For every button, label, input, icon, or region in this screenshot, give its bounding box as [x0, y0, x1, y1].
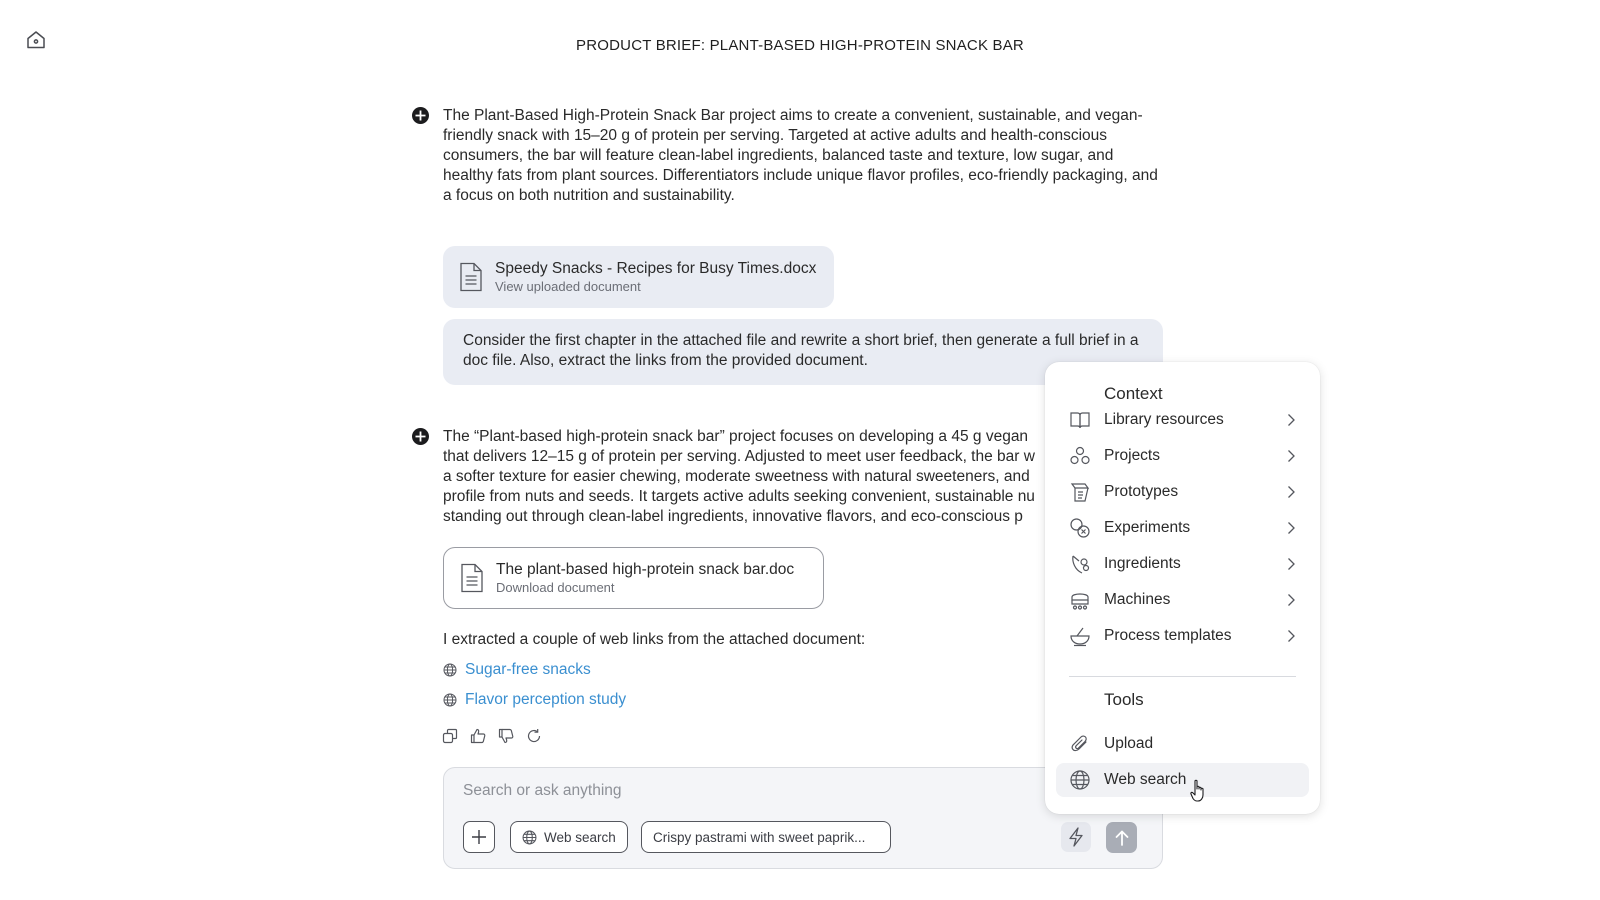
bowl-icon — [1069, 625, 1091, 647]
globe-icon — [522, 830, 537, 845]
menu-item-projects[interactable] — [1056, 439, 1309, 473]
recipe-chip-label: Crispy pastrami with sweet paprik... — [653, 829, 866, 845]
recipe-chip[interactable] — [641, 821, 891, 853]
document-icon — [459, 262, 483, 292]
context-menu — [1045, 362, 1320, 814]
globe-icon — [1069, 769, 1091, 791]
menu-divider — [1069, 676, 1296, 677]
globe-icon — [443, 693, 457, 707]
tools-heading: Tools — [1104, 690, 1144, 709]
chevron-right-icon — [1286, 449, 1296, 463]
lightning-icon — [1068, 827, 1084, 847]
menu-item-prototypes[interactable] — [1056, 475, 1309, 509]
chevron-right-icon — [1286, 557, 1296, 571]
download-document-card[interactable] — [443, 547, 824, 609]
web-search-chip-label: Web search — [544, 829, 616, 845]
quick-actions-button[interactable] — [1061, 822, 1091, 852]
globe-icon — [443, 663, 457, 677]
thumbs-down-icon[interactable] — [498, 728, 514, 744]
web-link[interactable] — [443, 691, 626, 709]
assistant-icon — [412, 107, 429, 124]
projects-icon — [1069, 445, 1091, 467]
menu-item-experiments[interactable] — [1056, 511, 1309, 545]
uploaded-document-title: Speedy Snacks - Recipes for Busy Times.docx — [495, 260, 817, 277]
assistant-message-2-line: profile from nuts and seeds. It targets active adults seeking convenient, sustainable nu — [443, 488, 1035, 505]
regenerate-icon[interactable] — [526, 728, 542, 744]
document-icon — [460, 563, 484, 593]
menu-item-machines[interactable] — [1056, 583, 1309, 617]
web-search-chip[interactable] — [510, 821, 628, 853]
plus-icon — [470, 828, 488, 846]
uploaded-document-subtitle: View uploaded document — [495, 279, 641, 294]
thumbs-up-icon[interactable] — [470, 728, 486, 744]
menu-item-label: Library resources — [1104, 411, 1224, 428]
context-heading: Context — [1104, 384, 1163, 403]
chevron-right-icon — [1286, 593, 1296, 607]
chevron-right-icon — [1286, 485, 1296, 499]
menu-item-ingredients[interactable] — [1056, 547, 1309, 581]
web-link[interactable] — [443, 661, 591, 679]
machine-icon — [1069, 589, 1091, 611]
menu-item-label: Experiments — [1104, 519, 1191, 536]
web-link-label[interactable]: Sugar-free snacks — [465, 661, 591, 678]
send-button[interactable] — [1106, 822, 1137, 853]
chevron-right-icon — [1286, 413, 1296, 427]
paperclip-icon — [1069, 733, 1091, 755]
user-message: Consider the first chapter in the attached file and rewrite a short brief, then generate a full brief in a doc file. Also, extract the links from the provided document. — [443, 319, 1163, 385]
arrow-up-icon — [1114, 829, 1130, 847]
assistant-message-2 — [443, 427, 1053, 527]
message-actions — [442, 728, 542, 744]
assistant-message-2-line: a softer texture for easier chewing, moderate sweetness with natural sweeteners, and — [443, 468, 1030, 485]
menu-item-label: Web search — [1104, 771, 1187, 788]
chevron-right-icon — [1286, 629, 1296, 643]
menu-item-web-search[interactable] — [1056, 763, 1309, 797]
assistant-message-2-line: standing out through clean-label ingredients, innovative flavors, and eco-conscious p — [443, 508, 1023, 525]
chevron-right-icon — [1286, 521, 1296, 535]
page-title: PRODUCT BRIEF: PLANT-BASED HIGH-PROTEIN SNACK BAR — [576, 37, 1024, 54]
uploaded-document-card[interactable] — [443, 246, 834, 308]
search-input[interactable] — [463, 782, 1003, 800]
assistant-message-2-line: that delivers 12–15 g of protein per serving. Adjusted to meet user feedback, the bar w — [443, 448, 1035, 465]
menu-item-library-resources[interactable] — [1056, 403, 1309, 437]
experiment-icon — [1069, 517, 1091, 539]
menu-item-label: Upload — [1104, 735, 1154, 752]
ingredients-icon — [1069, 553, 1091, 575]
web-link-label[interactable]: Flavor perception study — [465, 691, 627, 708]
menu-item-label: Prototypes — [1104, 483, 1179, 500]
menu-item-label: Projects — [1104, 447, 1160, 464]
download-document-title: The plant-based high-protein snack bar.doc — [496, 561, 795, 578]
menu-item-label: Machines — [1104, 591, 1171, 608]
menu-item-upload[interactable] — [1056, 727, 1309, 761]
download-document-subtitle: Download document — [496, 580, 615, 595]
copy-icon[interactable] — [442, 728, 458, 744]
add-attachment-button[interactable] — [463, 821, 495, 853]
menu-item-label: Ingredients — [1104, 555, 1181, 572]
assistant-message-1: The Plant-Based High-Protein Snack Bar project aims to create a convenient, sustainable, and vegan-friendly snack with 15–20 g of protein per serving. Targeted at active adults and health-conscious consumers, the bar will feature clean-label ingredients, balanced taste and texture, low sugar, and healthy fats from plant sources. Differentiators include unique flavor profiles, eco-friendly packaging, and a focus on both nutrition and sustainability. — [443, 107, 1158, 204]
assistant-icon — [412, 428, 429, 445]
links-intro: I extracted a couple of web links from the attached document: — [443, 631, 866, 648]
assistant-message-2-line: The “Plant-based high-protein snack bar” project focuses on developing a 45 g vegan — [443, 428, 1029, 445]
book-icon — [1069, 409, 1091, 431]
menu-item-process-templates[interactable] — [1056, 619, 1309, 653]
menu-item-label: Process templates — [1104, 627, 1232, 644]
prototype-icon — [1069, 481, 1091, 503]
